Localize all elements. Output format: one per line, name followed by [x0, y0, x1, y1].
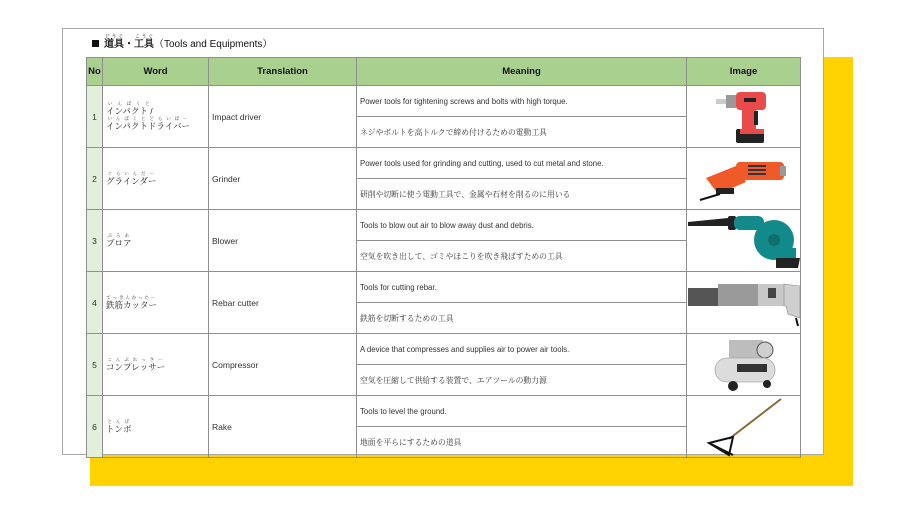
- translation-cell: Blower: [209, 210, 357, 272]
- meaning-en: Power tools used for grinding and cutting, used to cut metal and stone.: [357, 148, 687, 179]
- title-ruby: こうぐ: [134, 34, 154, 40]
- word-ruby: ぐらいんだー: [106, 170, 157, 176]
- word-text: 鉄筋カッター: [106, 299, 157, 310]
- meaning-en: Tools to level the ground.: [357, 396, 687, 427]
- word-cell: [103, 272, 209, 334]
- table-row: [87, 86, 801, 117]
- meaning-jp: ネジやボルトを高トルクで締め付けるための電動工具: [357, 117, 687, 148]
- row-number: 6: [87, 396, 103, 458]
- word-ruby: いんぱくとどらいばー: [106, 116, 190, 122]
- word-ruby: ぶろあ: [106, 232, 132, 238]
- word-cell: [103, 148, 209, 210]
- meaning-en: Power tools for tightening screws and bolts with high torque.: [357, 86, 687, 117]
- image-cell: [687, 396, 801, 458]
- word-cell: [103, 210, 209, 272]
- table-row: [87, 334, 801, 365]
- header-image: Image: [687, 58, 801, 86]
- row-number: 4: [87, 272, 103, 334]
- meaning-jp: 研削や切断に使う電動工具で、金属や石材を削るのに用いる: [357, 179, 687, 210]
- translation-cell: Impact driver: [209, 86, 357, 148]
- translation-cell: Rake: [209, 396, 357, 458]
- image-cell: [687, 148, 801, 210]
- square-bullet-icon: [92, 40, 99, 47]
- word-text: トンボ: [106, 423, 132, 434]
- grinder-icon: [696, 156, 792, 202]
- title-separator: ・: [124, 39, 134, 50]
- word-text: インパクトドライバー: [106, 121, 190, 132]
- rake-icon: [699, 397, 789, 457]
- table-row: [87, 148, 801, 179]
- image-cell: [687, 210, 801, 272]
- meaning-jp: 空気を圧縮して供給する装置で、エアツールの動力源: [357, 365, 687, 396]
- word-ruby: とんぼ: [106, 418, 132, 424]
- word-text: グラインダー: [106, 175, 157, 186]
- rebar-cutter-icon: [688, 278, 800, 328]
- header-word: Word: [103, 58, 209, 86]
- title-ruby: どうぐ: [104, 34, 124, 40]
- title-jp-equipment: 工具: [134, 39, 154, 50]
- row-number: 5: [87, 334, 103, 396]
- image-cell: [687, 334, 801, 396]
- meaning-en: Tools to blow out air to blow away dust and debris.: [357, 210, 687, 241]
- translation-cell: Grinder: [209, 148, 357, 210]
- header-no: No: [87, 58, 103, 86]
- word-ruby: いんぱくと: [106, 101, 153, 107]
- impact-driver-icon: [714, 89, 774, 145]
- table-row: [87, 396, 801, 427]
- meaning-jp: 鉄筋を切断するための工具: [357, 303, 687, 334]
- table-row: [87, 272, 801, 303]
- translation-cell: Rebar cutter: [209, 272, 357, 334]
- header-translation: Translation: [209, 58, 357, 86]
- row-number: 3: [87, 210, 103, 272]
- word-text: インパクト /: [106, 106, 153, 117]
- word-cell: [103, 334, 209, 396]
- word-ruby: こんぷれっさー: [106, 356, 166, 362]
- word-text: コンプレッサー: [106, 361, 166, 372]
- word-cell: [103, 86, 209, 148]
- image-cell: [687, 86, 801, 148]
- row-number: 2: [87, 148, 103, 210]
- table-row: [87, 210, 801, 241]
- word-cell: [103, 396, 209, 458]
- table-header-row: [87, 58, 801, 86]
- meaning-jp: 空気を吹き出して、ゴミやほこりを吹き飛ばすための工具: [357, 241, 687, 272]
- header-meaning: Meaning: [357, 58, 687, 86]
- row-number: 1: [87, 86, 103, 148]
- word-text: ブロア: [106, 237, 132, 248]
- title-jp-tools: 道具: [104, 39, 124, 50]
- word-ruby: てっきんかったー: [106, 294, 157, 300]
- blower-icon: [688, 212, 800, 270]
- image-cell: [687, 272, 801, 334]
- translation-cell: Compressor: [209, 334, 357, 396]
- vocabulary-table: [86, 57, 801, 458]
- title-en: （Tools and Equipments）: [154, 39, 273, 50]
- meaning-jp: 地面を平らにするための道具: [357, 427, 687, 458]
- section-title: [92, 34, 272, 50]
- meaning-en: A device that compresses and supplies air to power air tools.: [357, 334, 687, 365]
- meaning-en: Tools for cutting rebar.: [357, 272, 687, 303]
- compressor-icon: [709, 336, 779, 394]
